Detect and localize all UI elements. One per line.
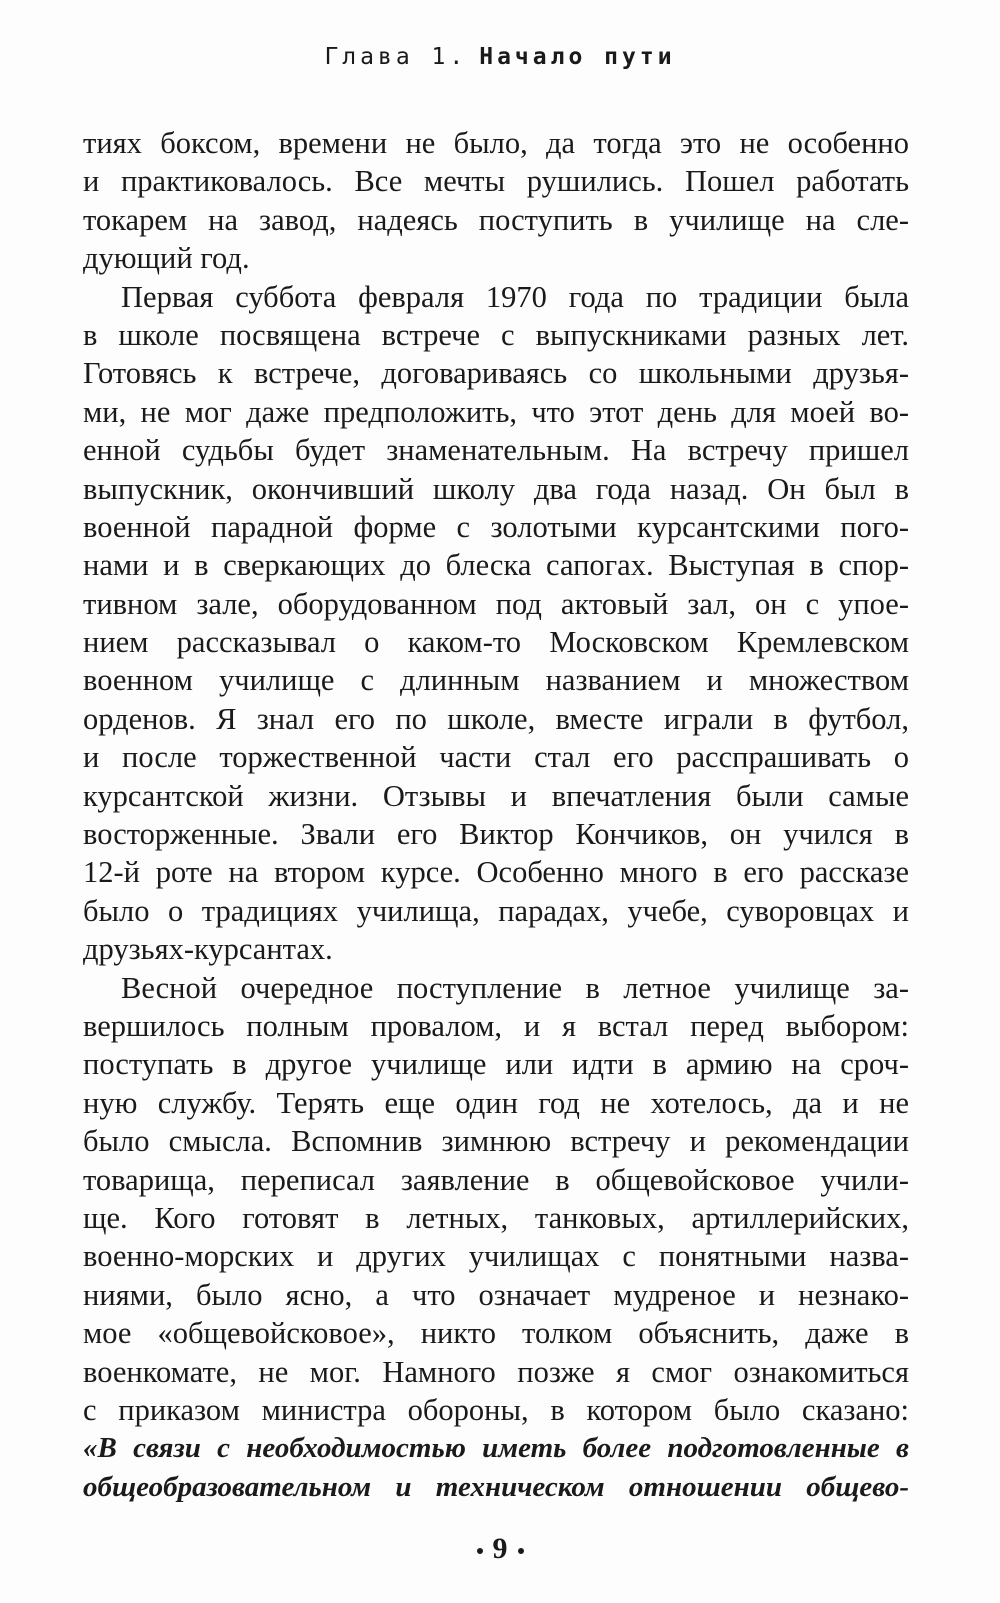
text-line: военном училище с длинным названием и множеством [83, 663, 909, 698]
text-line: вершилось полным провалом, и я встал перед выбором: [83, 1008, 909, 1043]
text-line: енной судьбы будет знаменательным. На встречу пришел [83, 433, 909, 468]
text-line: ную службу. Терять еще один год не хотелось, да и не [83, 1085, 909, 1120]
text-line: тиях боксом, времени не было, да тогда это не особенно [83, 126, 909, 160]
page-number [0, 1532, 1000, 1566]
text-line: друзьях-курсантах. [83, 932, 333, 967]
quote-line: «В связи с необходимостью иметь более подготовленные в [83, 1432, 909, 1465]
text-line: токарем на завод, надеясь поступить в училище на сле- [83, 202, 909, 237]
text-line: в школе посвящена встрече с выпускниками разных лет. [83, 317, 909, 352]
text-line: восторженные. Звали его Виктор Кончиков, он учился в [83, 817, 909, 852]
text-line: нами и в сверкающих до блеска сапогах. Выступая в спор- [83, 548, 909, 583]
text-line: с приказом министра обороны, в котором было сказано: [83, 1392, 909, 1427]
text-line: мое «общевойсковое», никто толком объяснить, даже в [83, 1316, 909, 1351]
chapter-label: Глава 1. [324, 44, 468, 70]
text-line: ще. Кого готовят в летных, танковых, артиллерийских, [83, 1200, 909, 1235]
text-line: выпускник, окончивший школу два года назад. Он был в [83, 471, 909, 506]
chapter-title: Начало пути [479, 44, 676, 70]
text-line: военкомате, не мог. Намного позже я смог ознакомиться [83, 1354, 909, 1389]
text-line: 12-й роте на втором курсе. Особенно много в его рассказе [83, 855, 909, 890]
quote-line: общеобразовательном и техническом отношении общево- [83, 1470, 909, 1503]
text-line: товарища, переписал заявление в общевойсковое учили- [83, 1162, 909, 1197]
paragraph-start-line: Первая суббота февраля 1970 года по традиции была [121, 279, 909, 314]
text-line: Готовясь к встрече, договариваясь со школьными друзья- [83, 356, 909, 391]
bullet-dot-left [477, 1548, 483, 1554]
text-line: ми, не мог даже предположить, что этот день для моей во- [83, 394, 909, 429]
text-line: курсантской жизни. Отзывы и впечатления были самые [83, 778, 909, 813]
text-line: военно-морских и других училищах с понятными назва- [83, 1239, 909, 1274]
body-text [83, 124, 909, 1506]
text-line: дующий год. [83, 241, 250, 276]
text-line: было смысла. Вспомнив зимнюю встречу и рекомендации [83, 1124, 909, 1159]
bullet-dot-right [518, 1548, 524, 1554]
page-number-value: 9 [492, 1532, 508, 1565]
text-line: и практиковалось. Все мечты рушились. Пошел работать [83, 164, 909, 199]
text-line: орденов. Я знал его по школе, вместе играли в футбол, [83, 701, 909, 736]
running-head [0, 44, 1000, 70]
text-line: военной парадной форме с золотыми курсантскими пого- [83, 509, 909, 544]
text-line: ниями, было ясно, а что означает мудреное и незнако- [83, 1277, 909, 1312]
text-line: поступать в другое училище или идти в армию на сроч- [83, 1047, 909, 1082]
text-line: и после торжественной части стал его расспрашивать о [83, 740, 909, 775]
text-line: было о традициях училища, парадах, учебе, суворовцах и [83, 893, 909, 928]
paragraph-start-line: Весной очередное поступление в летное училище за- [121, 970, 909, 1005]
text-line: нием рассказывал о каком-то Московском Кремлевском [83, 625, 909, 660]
text-line: тивном зале, оборудованном под актовый зал, он с упое- [83, 586, 909, 621]
